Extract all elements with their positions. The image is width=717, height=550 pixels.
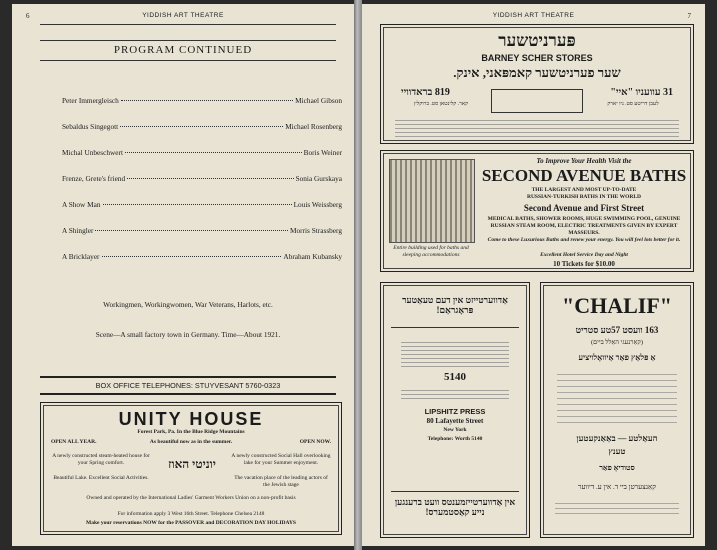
cast-row [62,252,342,261]
title-rule-bottom [40,60,336,61]
cast-role: A Shingler [62,226,94,235]
unity-house-ad [40,402,342,535]
bath-name: SECOND AVENUE BATHS [481,166,687,185]
cast-role: Peter Immergleisch [62,96,119,105]
cast-actor: Michael Gibson [295,96,342,105]
cast-leader-dots [121,100,293,101]
barney-yiddish-company: שער פערניטשער קאמפּאני, אינק. [453,65,621,80]
barney-scher-ad [380,24,694,144]
header-rule [40,24,336,25]
lipshitz-top-yiddish: אַדווערטייזט אין דעם טעאַטער פּראָגראַם! [402,295,508,315]
open-now: OPEN NOW. [299,439,331,445]
cast-row [62,148,342,157]
barney-addr-left: 819 בראדוויי [401,87,450,98]
chalif-name: "CHALIF" [562,293,672,318]
bath-caption: Entire building used for baths and sleeping accommodations [393,245,469,258]
bath-tickets: 10 Tickets for $10.00 [553,260,615,268]
bath-description: MEDICAL BATHS, SHOWER ROOMS, HUGE SWIMMING POOL, GENUINE RUSSIAN STEAM ROOM, ELECTRIC TREATMENTS GIVEN BY EXPERT MASSEURS. [487,216,681,236]
cast-row [62,200,342,209]
chalif-line3: העאַלטע — באַאַנקעטען [576,433,658,443]
cast-actor: Louis Weissberg [293,200,342,209]
page-title: PROGRAM CONTINUED [113,44,253,56]
cast-leader-dots [102,256,282,257]
lipshitz-divider-bottom [391,491,519,492]
second-avenue-baths-ad [380,150,694,272]
cast-row [62,226,342,235]
cast-role: A Show Man [62,200,101,209]
box-office-rule-bottom [40,393,336,395]
chalif-line2: אַ פּלאַץ פאַר אַיוואָלויציע [578,353,656,362]
chalif-fine-print-2 [555,499,679,515]
barney-center-box [491,89,583,113]
bath-tagline: To Improve Your Health Visit the [536,157,632,165]
bath-address: Second Avenue and First Street [523,203,645,213]
cast-row [62,174,342,183]
lipshitz-name: LIPSHITZ PRESS [424,407,486,416]
cast-role: Sebaldus Singegott [62,122,119,131]
cast-row [62,122,342,131]
book-gutter [354,0,362,550]
cast-leader-dots [103,204,292,205]
cast-actor: Sonia Gurskaya [295,174,342,183]
barney-addr-right2: לעבן דריטע סט. ניו יארק [607,101,659,107]
lipshitz-address: 80 Lafayette Street [426,417,484,425]
barney-english: BARNEY SCHER STORES [481,53,593,63]
cast-actor: Abraham Kubansky [283,252,342,261]
unity-left-col: A newly constructed steam-heated house for your Spring comfort. [52,453,150,466]
barney-yiddish-title: פּערניטשער [498,31,576,50]
lipshitz-divider-top [391,327,519,328]
bath-come: Come to these Luxurious Baths and renew your energy. You will feel lots better for it. [487,237,681,243]
lipshitz-bottom-yiddish: אין אַדווערטייזמענטס וועט ברענגען נייע קאַסטמערס! [394,497,516,517]
cast-leader-dots [125,152,302,153]
lipshitz-yiddish-fine-print-2 [401,387,509,401]
bath-building-illustration [389,159,475,243]
cast-actor: Boris Weiner [303,148,342,157]
unity-right-col2: The vacation place of the leading actors of the Jewish stage [234,475,328,488]
lipshitz-telephone: Telephone: Worth 5140 [427,436,483,442]
barney-addr-left2: קאר. קלינטאן סט. ברוקלין [413,101,469,107]
cast-actor: Morris Strassberg [290,226,342,235]
chalif-fine-print [557,369,677,425]
box-office: BOX OFFICE TELEPHONES: STUYVESANT 5760-0323 [95,381,281,390]
bath-hotel: Excellent Hotel Service Day and Night [540,252,628,258]
bath-sub1: THE LARGEST AND MOST UP-TO-DATE [531,187,637,193]
cast-role: A Bricklayer [62,252,100,261]
chalif-line5: סטודיאָ פאַר [599,463,635,472]
cast-leader-dots [120,126,283,127]
bath-sub2: RUSSIAN-TURKISH BATHS IN THE WORLD [526,194,641,200]
cast-role: Frenze, Grete's friend [62,174,126,183]
box-office-rule-top [40,376,336,378]
barney-addr-right: 31 עוועניו "איי" [610,87,673,98]
cast-role: Michal Unbeschwert [62,148,123,157]
running-head-left: YIDDISH ART THEATRE [142,12,224,19]
lipshitz-press-ad [380,282,530,538]
ensemble-line: Workingmen, Workingwomen, War Veterans, Harlots, etc. [103,300,273,309]
unity-hebrew-name: יוניטי האוז [168,457,216,471]
unity-right-col: A newly constructed Social Hall overlooking lake for your Summer enjoyment. [231,453,331,466]
lipshitz-city: New York [443,427,467,433]
chalif-line4: טענץ [608,446,626,456]
unity-info: For information apply 3 West 16th Street. Telephone Chelsea 2148 [117,511,265,517]
open-all-year: OPEN ALL YEAR. [51,439,97,445]
beautiful-now: As beautiful now as in the summer. [149,439,233,445]
cast-leader-dots [95,230,288,231]
scene-line: Scene—A small factory town in Germany. Time—About 1921. [95,330,281,339]
lipshitz-yiddish-fine-print [401,339,509,367]
unity-house-name: UNITY HOUSE [118,409,264,429]
page-number-right: 7 [687,12,691,20]
cast-row [62,96,342,105]
unity-left-col2: Beautiful Lake. Excellent Social Activities. [53,475,149,481]
chalif-line1: (קאַרנעגי האַלל ביים) [590,339,644,346]
title-rule-top [40,40,336,41]
left-page [12,4,354,546]
chalif-ad [540,282,694,538]
running-head-right: YIDDISH ART THEATRE [492,12,575,19]
page-number-left: 6 [26,12,30,20]
unity-house-location: Forest Park, Pa. In the Blue Ridge Mountains [137,429,245,435]
cast-actor: Michael Rosenberg [285,122,342,131]
chalif-line6: קאַנצערטן ביי ד. אין ע. דיווער [578,483,656,491]
lipshitz-phone: 5140 [444,371,466,383]
right-page [362,4,705,546]
chalif-address: 163 וועסט 57טע סטריט [575,325,659,335]
unity-reservations: Make your reservations NOW for the PASSOVER and DECORATION DAY HOLIDAYS [86,520,296,526]
cast-leader-dots [127,178,293,179]
barney-fine-print [395,117,679,137]
unity-owned: Owned and operated by the International Ladies' Garment Workers Union on a non-profit basis [86,495,296,501]
